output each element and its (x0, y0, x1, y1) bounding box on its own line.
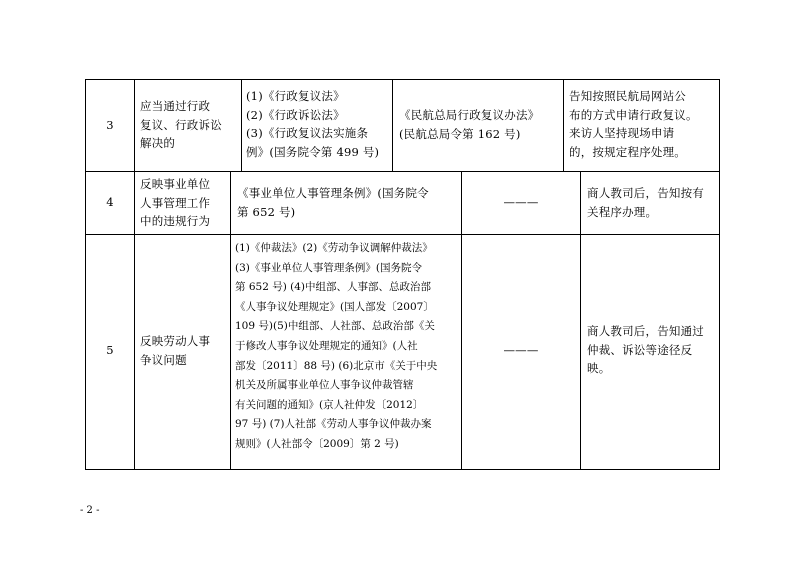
matter-cell: 反映劳动人事 争议问题 (140, 334, 211, 367)
laws-cell: (1)《仲裁法》(2)《劳动争议调解仲裁法》 (3)《事业单位人事管理条例》(国务院令 第 652 号) (4)中组部、人事部、总政治部 《人事争议处理规定》(国人部发〔2007〕 109 号)(5)中组部、人社部、总政治部《关 于修改人事争议处理规定的通知》(人社 部发〔2011〕88 号) (6)北京市《关于中央 机关及所属事业单位人事争议仲裁管辖 有关问题的通知》(京人社仲发〔2012〕 97 号) (7)人社部《劳动人事争议仲裁办案 规则》(人社部令〔2009〕第 2 号) (235, 242, 438, 450)
laws-cell: 《事业单位人事管理条例》(国务院令 第 652 号) (237, 186, 429, 219)
handling-cell: 告知按照民航局网站公 布的方式申请行政复议。 来访人坚持现场申请 的，按规定程序处理。 (569, 89, 698, 159)
row-number: 4 (106, 195, 114, 209)
page-number: - 2 - (80, 505, 100, 516)
rules-dash: ——— (503, 195, 539, 209)
row-number: 5 (106, 343, 114, 357)
rules-cell: 《民航总局行政复议办法》 (民航总局令第 162 号) (399, 108, 540, 141)
handling-cell: 商人教司后，告知按有 关程序办理。 (587, 186, 704, 219)
rules-dash: ——— (503, 343, 539, 357)
matter-cell: 应当通过行政 复议、行政诉讼 解决的 (140, 99, 222, 150)
matter-cell: 反映事业单位 人事管理工作 中的违规行为 (140, 177, 211, 228)
laws-cell: (1)《行政复议法》 (2)《行政诉讼法》 (3)《行政复议法实施条 例》(国务院令第 499 号) (246, 89, 380, 159)
row-number: 3 (106, 118, 114, 132)
handling-cell: 商人教司后，告知通过 仲裁、诉讼等途径反 映。 (587, 324, 704, 375)
